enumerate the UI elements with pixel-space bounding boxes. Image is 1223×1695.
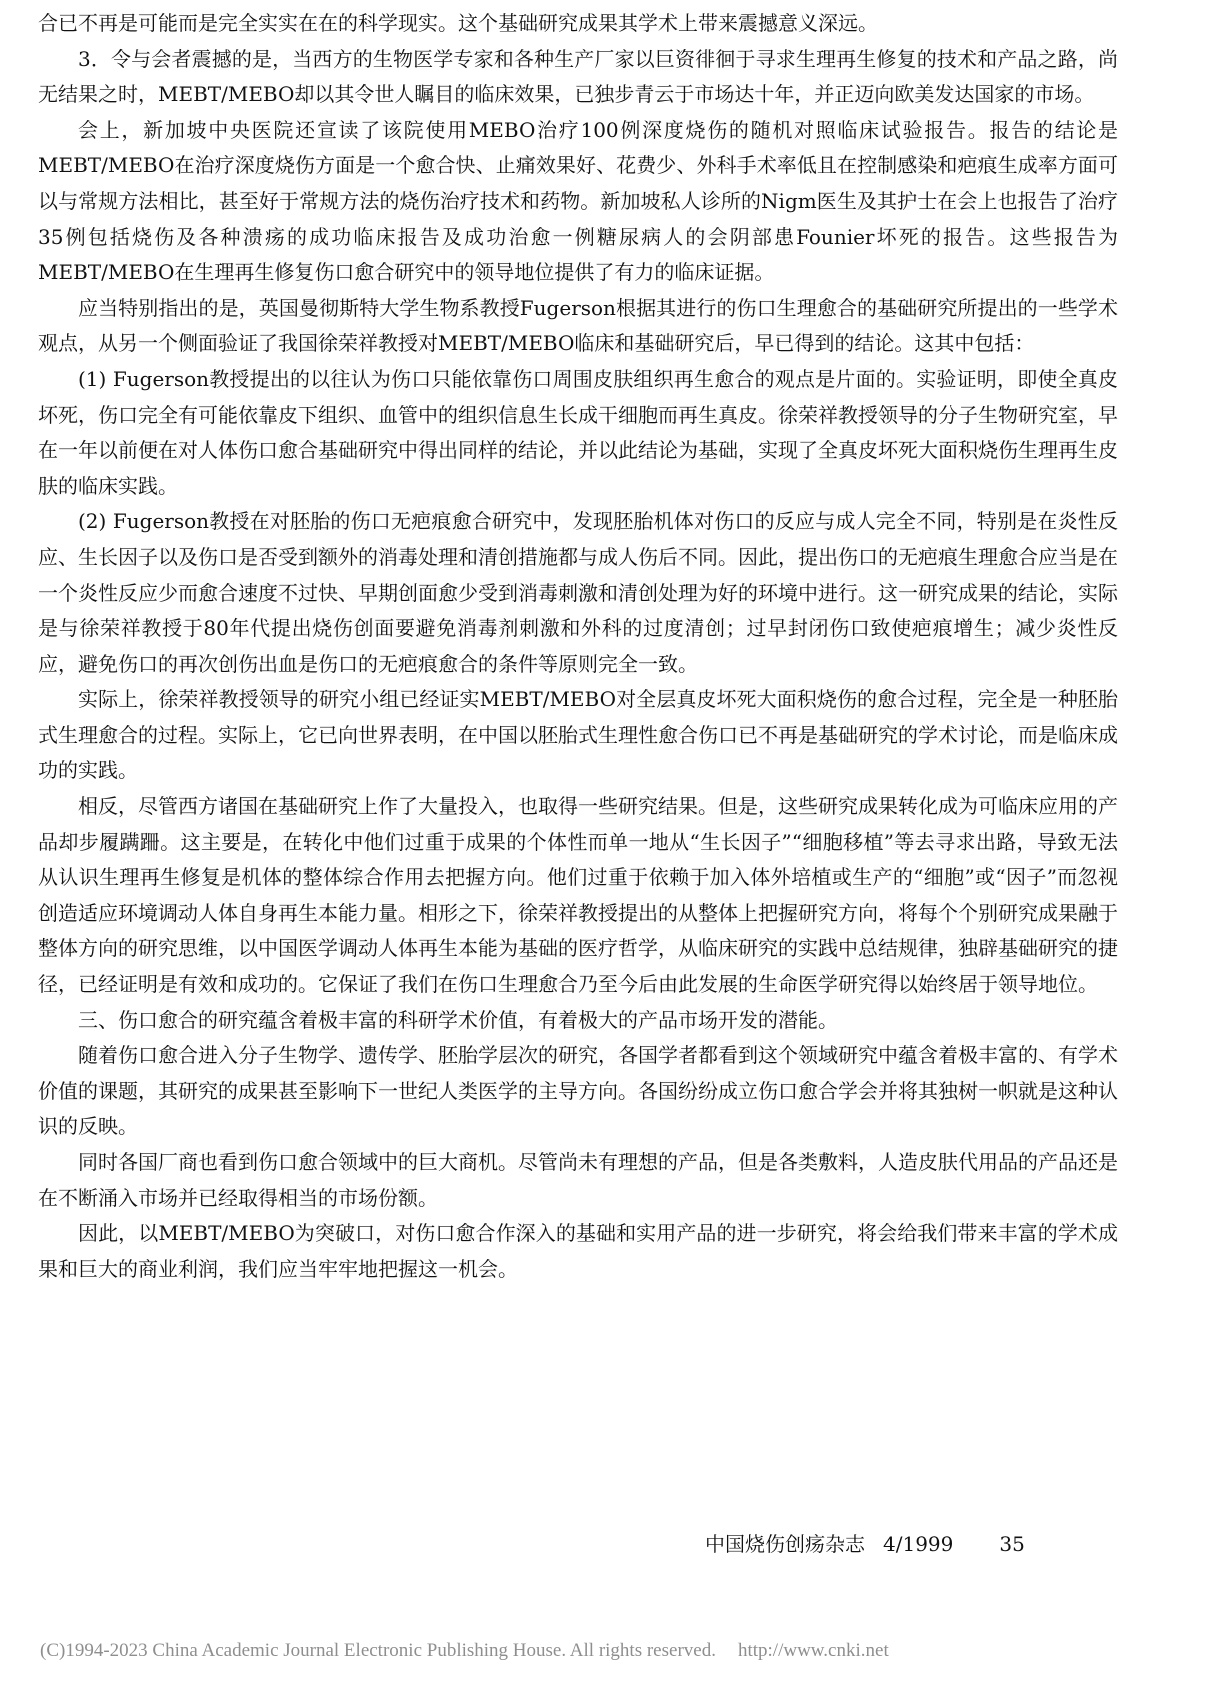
issue-number: 4/1999 bbox=[883, 1532, 954, 1556]
paragraph: 因此，以MEBT/MEBO为突破口，对伤口愈合作深入的基础和实用产品的进一步研究，将会给我们带来丰富的学术成果和巨大的商业利润，我们应当牢牢地把握这一机会。 bbox=[38, 1221, 1118, 1281]
page-number: 35 bbox=[999, 1532, 1025, 1556]
copyright-text: (C)1994-2023 China Academic Journal Electronic Publishing House. All rights reserved. bbox=[40, 1640, 716, 1661]
paragraph-continued: 合已不再是可能而是完全实实在在的科学现实。这个基础研究成果其学术上带来震撼意义深远。 bbox=[38, 11, 878, 35]
paragraph: (1) Fugerson教授提出的以往认为伤口只能依靠伤口周围皮肤组织再生愈合的观点是片面的。实验证明，即使全真皮坏死，伤口完全有可能依靠皮下组织、血管中的组织信息生长成干细胞而再生真皮。徐荣祥教授领导的分子生物研究室，早在一年以前便在对人体伤口愈合基础研究中得出同样的结论，并以此结论为基础，实现了全真皮坏死大面积烧伤生理再生皮肤的临床实践。 bbox=[38, 366, 1118, 498]
paragraph: 相反，尽管西方诸国在基础研究上作了大量投入，也取得一些研究结果。但是，这些研究成果转化成为可临床应用的产品却步履蹒跚。这主要是，在转化中他们过重于成果的个体性而单一地从“生长因子”“细胞移植”等去寻求出路，导致无法从认识生理再生修复是机体的整体综合作用去把握方向。他们过重于依赖于加入体外培植或生产的“细胞”或“因子”而忽视创造适应环境调动人体自身再生本能力量。相形之下，徐荣祥教授提出的从整体上把握研究方向，将每个个别研究成果融于整体方向的研究思维，以中国医学调动人体再生本能为基础的医疗哲学，从临床研究的实践中总结规律，独辟基础研究的捷径，已经证明是有效和成功的。它保证了我们在伤口生理愈合乃至今后由此发展的生命医学研究得以始终居于领导地位。 bbox=[38, 794, 1118, 997]
section-heading: 三、伤口愈合的研究蕴含着极丰富的科研学术价值，有着极大的产品市场开发的潜能。 bbox=[78, 1007, 838, 1032]
paragraph: 随着伤口愈合进入分子生物学、遗传学、胚胎学层次的研究，各国学者都看到这个领域研究中蕴含着极丰富的、有学术价值的课题，其研究的成果甚至影响下一世纪人类医学的主导方向。各国纷纷成立伤口愈合学会并将其独树一帜就是这种认识的反映。 bbox=[38, 1043, 1118, 1139]
paragraph: 同时各国厂商也看到伤口愈合领域中的巨大商机。尽管尚未有理想的产品，但是各类敷料，人造皮肤代用品的产品还是在不断涌入市场并已经取得相当的市场份额。 bbox=[38, 1150, 1118, 1210]
page-footer bbox=[705, 1528, 1025, 1557]
article-body bbox=[38, 6, 1118, 1287]
paragraph: 应当特别指出的是，英国曼彻斯特大学生物系教授Fugerson根据其进行的伤口生理愈合的基础研究所提出的一些学术观点，从另一个侧面验证了我国徐荣祥教授对MEBT/MEBO临床和基础研究后，早已得到的结论。这其中包括： bbox=[38, 295, 1118, 356]
copyright-watermark bbox=[40, 1640, 1140, 1662]
paragraph: 会上，新加坡中央医院还宣读了该院使用MEBO治疗100例深度烧伤的随机对照临床试验报告。报告的结论是MEBT/MEBO在治疗深度烧伤方面是一个愈合快、止痛效果好、花费少、外科手术率低且在控制感染和疤痕生成率方面可以与常规方法相比，甚至好于常规方法的烧伤治疗技术和药物。新加坡私人诊所的Nigm医生及其护士在会上也报告了治疗35例包括烧伤及各种溃疡的成功临床报告及成功治愈一例糖尿病人的会阴部患Founier坏死的报告。这些报告为MEBT/MEBO在生理再生修复伤口愈合研究中的领导地位提供了有力的临床证据。 bbox=[38, 117, 1118, 285]
journal-name: 中国烧伤创疡杂志 bbox=[705, 1532, 865, 1556]
paragraph: (2) Fugerson教授在对胚胎的伤口无疤痕愈合研究中，发现胚胎机体对伤口的反应与成人完全不同，特别是在炎性反应、生长因子以及伤口是否受到额外的消毒处理和清创措施都与成人伤后不同。因此，提出伤口的无疤痕生理愈合应当是在一个炎性反应少而愈合速度不过快、早期创面愈少受到消毒刺激和清创处理为好的环境中进行。这一研究成果的结论，实际是与徐荣祥教授于80年代提出烧伤创面要避免消毒剂刺激和外科的过度清创；过早封闭伤口致使疤痕增生；减少炎性反应，避免伤口的再次创伤出血是伤口的无疤痕愈合的条件等原则完全一致。 bbox=[38, 509, 1118, 676]
paragraph: 3．令与会者震撼的是，当西方的生物医学专家和各种生产厂家以巨资徘徊于寻求生理再生修复的技术和产品之路，尚无结果之时，MEBT/MEBO却以其令世人瞩目的临床效果，已独步青云于市场达十年，并正迈向欧美发达国家的市场。 bbox=[38, 46, 1118, 107]
cnki-url: http://www.cnki.net bbox=[737, 1640, 889, 1661]
paragraph: 实际上，徐荣祥教授领导的研究小组已经证实MEBT/MEBO对全层真皮坏死大面积烧伤的愈合过程，完全是一种胚胎式生理愈合的过程。实际上，它已向世界表明，在中国以胚胎式生理性愈合伤口已不再是基础研究的学术讨论，而是临床成功的实践。 bbox=[38, 687, 1118, 783]
